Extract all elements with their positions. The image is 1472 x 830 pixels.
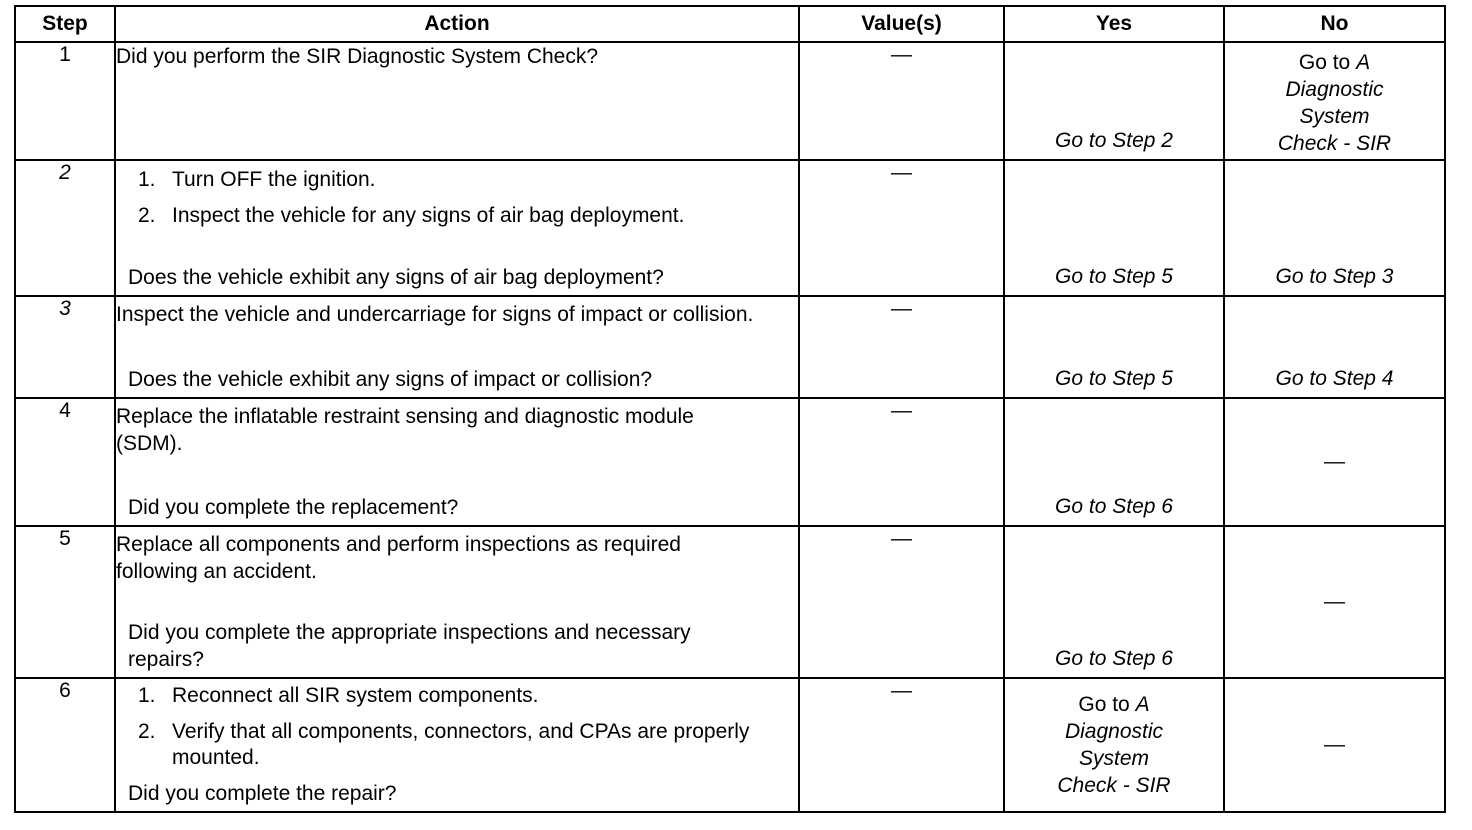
- list-item: 1. Reconnect all SIR system components.: [138, 684, 539, 707]
- action-cell: [115, 398, 799, 526]
- action-cell: [115, 296, 799, 398]
- value-dash: —: [891, 43, 912, 66]
- value-cell: [799, 42, 1004, 160]
- action-question: Did you complete the replacement?: [128, 496, 459, 519]
- yes-cell: [1004, 526, 1224, 678]
- table-row-step-2: [15, 160, 1445, 296]
- value-dash: —: [891, 527, 912, 550]
- value-dash: —: [891, 297, 912, 320]
- value-cell: [799, 678, 1004, 812]
- action-steps-list: [116, 683, 798, 771]
- action-question: Did you complete the repair?: [128, 782, 397, 805]
- action-question: Does the vehicle exhibit any signs of impact or collision?: [128, 368, 653, 391]
- no-link[interactable]: Go to A Diagnostic System Check - SIR: [1277, 51, 1392, 155]
- table-row-step-5: [15, 526, 1445, 678]
- yes-link[interactable]: Go to Step 2: [1055, 129, 1173, 152]
- value-cell: [799, 526, 1004, 678]
- value-cell: [799, 160, 1004, 296]
- no-dash: —: [1324, 590, 1345, 613]
- yes-link[interactable]: Go to Step 5: [1055, 265, 1173, 288]
- no-cell: [1224, 526, 1445, 678]
- table-row-step-1: [15, 42, 1445, 160]
- action-cell: [115, 526, 799, 678]
- no-link[interactable]: Go to Step 3: [1275, 265, 1394, 288]
- action-question: Did you complete the appropriate inspections and necessary repairs?: [128, 621, 691, 671]
- yes-cell: [1004, 678, 1224, 812]
- list-item: 1. Turn OFF the ignition.: [138, 168, 376, 191]
- no-cell: [1224, 296, 1445, 398]
- value-dash: —: [891, 161, 912, 184]
- step-number: 6: [15, 678, 115, 812]
- no-cell: [1224, 678, 1445, 812]
- list-item: 2. Verify that all components, connectors, and CPAs are properly mounted.: [138, 720, 750, 769]
- yes-link[interactable]: Go to Step 6: [1055, 495, 1173, 518]
- action-instruction: Replace the inflatable restraint sensing and diagnostic module (SDM).: [116, 405, 694, 455]
- action-instruction: Inspect the vehicle and undercarriage for signs of impact or collision.: [116, 303, 754, 326]
- yes-cell: [1004, 42, 1224, 160]
- table-row-step-3: [15, 296, 1445, 398]
- no-dash: —: [1324, 450, 1345, 473]
- step-number: 2: [15, 160, 115, 296]
- header-row: [15, 6, 1445, 42]
- table-row-step-6: [15, 678, 1445, 812]
- no-cell: [1224, 398, 1445, 526]
- header-step: Step: [15, 6, 115, 42]
- action-cell: [115, 160, 799, 296]
- value-cell: [799, 398, 1004, 526]
- diagnostic-table: [14, 5, 1446, 813]
- header-action: Action: [115, 6, 799, 42]
- table-row-step-4: [15, 398, 1445, 526]
- action-cell: [115, 42, 799, 160]
- no-link[interactable]: Go to Step 4: [1275, 367, 1394, 390]
- value-cell: [799, 296, 1004, 398]
- value-dash: —: [891, 679, 912, 702]
- step-number: 4: [15, 398, 115, 526]
- yes-link[interactable]: Go to A Diagnostic System Check - SIR: [1057, 693, 1171, 797]
- no-dash: —: [1324, 733, 1345, 756]
- action-instruction: Replace all components and perform inspections as required following an accident.: [116, 533, 681, 583]
- yes-link[interactable]: Go to Step 6: [1055, 647, 1173, 670]
- step-number: 5: [15, 526, 115, 678]
- list-item: 2. Inspect the vehicle for any signs of air bag deployment.: [138, 204, 685, 227]
- yes-cell: [1004, 160, 1224, 296]
- action-question: Did you perform the SIR Diagnostic System Check?: [116, 45, 599, 68]
- step-number: 1: [15, 42, 115, 160]
- no-cell: [1224, 42, 1445, 160]
- yes-cell: [1004, 296, 1224, 398]
- step-number: 3: [15, 296, 115, 398]
- action-question: Does the vehicle exhibit any signs of air bag deployment?: [128, 266, 664, 289]
- header-values: Value(s): [799, 6, 1004, 42]
- yes-link[interactable]: Go to Step 5: [1055, 367, 1173, 390]
- header-yes: Yes: [1004, 6, 1224, 42]
- header-no: No: [1224, 6, 1445, 42]
- no-cell: [1224, 160, 1445, 296]
- value-dash: —: [891, 399, 912, 422]
- yes-cell: [1004, 398, 1224, 526]
- action-steps-list: [116, 167, 798, 229]
- action-cell: [115, 678, 799, 812]
